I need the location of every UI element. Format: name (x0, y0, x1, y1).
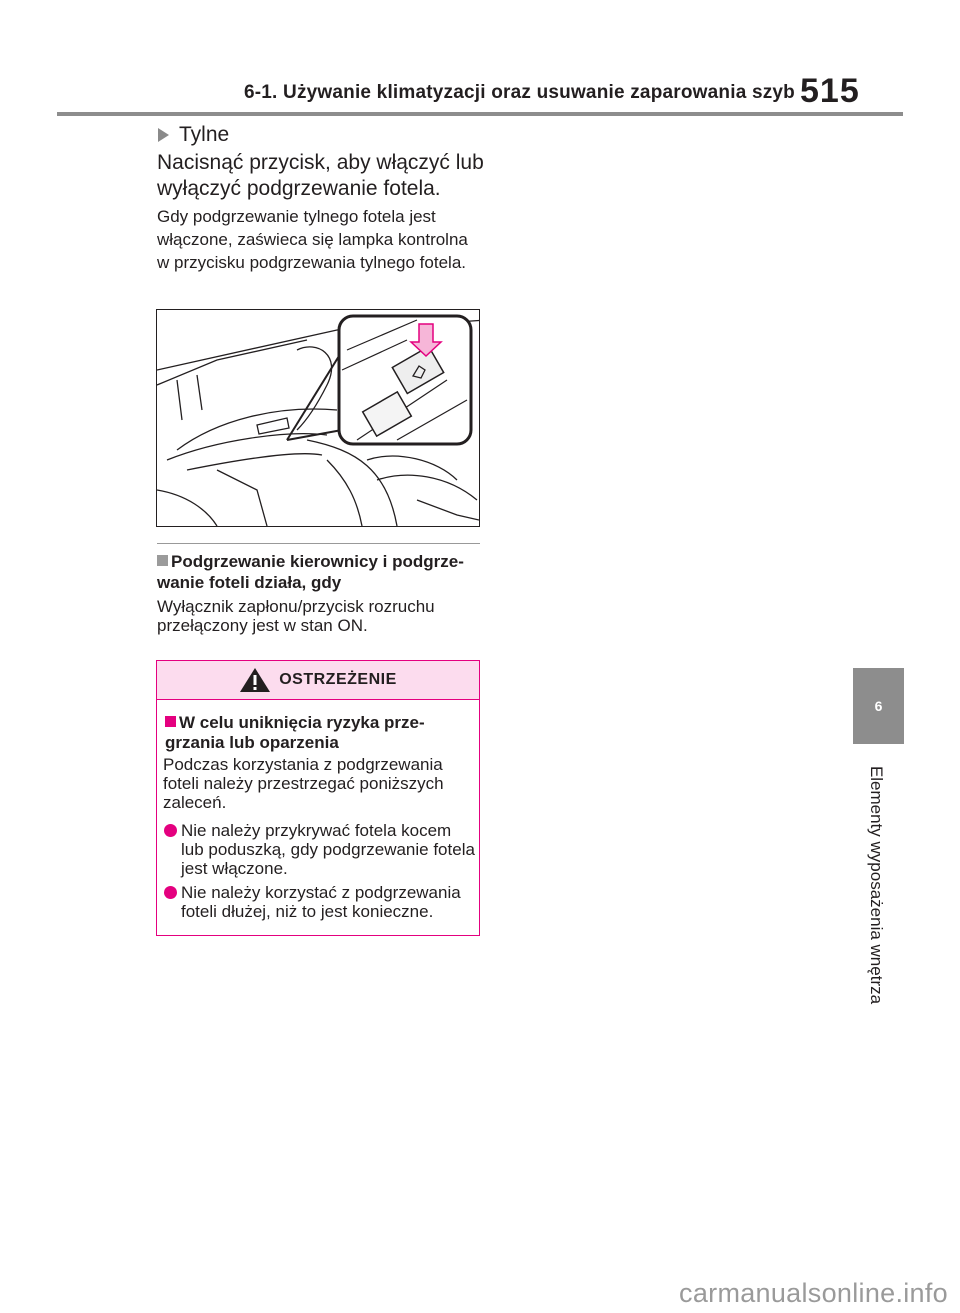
door-panel-drawing (157, 310, 479, 526)
warning-bullet (163, 821, 475, 878)
triangle-bullet-icon (158, 128, 169, 142)
sub-item (158, 123, 229, 147)
warning-subheading-text: W celu uniknięcia ryzyka przegrzania lub oparzenia (165, 713, 425, 752)
sub-item-label: Tylne (179, 123, 230, 146)
round-bullet-icon (164, 886, 177, 899)
section-divider (157, 543, 480, 544)
section-body: Wyłącznik zapłonu/przycisk rozruchu przełączony jest w stan ON. (157, 597, 435, 635)
watermark: carmanualsonline.info (679, 1278, 948, 1308)
warning-box (156, 660, 480, 936)
round-bullet-icon (164, 824, 177, 837)
square-bullet-icon (165, 716, 176, 727)
warning-header (157, 661, 479, 700)
warning-bullet-text: Nie należy przykrywać fotela kocem lub poduszką, gdy podgrzewanie fotela jest włączone. (181, 821, 475, 878)
section-title: 6-1. Używanie klimatyzacji oraz usuwanie zaparowania szyb (244, 82, 795, 103)
page-number: 515 (800, 72, 860, 110)
chapter-tab: 6 (853, 668, 904, 744)
header-divider (57, 112, 903, 116)
warning-bullet (163, 883, 475, 921)
note-text: Gdy podgrzewanie tylnego fotela jest włączone, zaświeca się lampka kontrolna w przycisku podgrzewania tylnego fotela. (157, 207, 468, 272)
warning-bullet-text: Nie należy korzystać z podgrzewania foteli dłużej, niż to jest konieczne. (181, 883, 461, 921)
section-heading (157, 551, 482, 593)
square-bullet-icon (157, 555, 168, 566)
warning-title: OSTRZEŻENIE (279, 671, 397, 688)
instruction-text: Nacisnąć przycisk, aby włączyć lub wyłączyć podgrzewanie fotela. (157, 151, 484, 200)
section-heading-text: Podgrzewanie kierownicy i podgrzewanie foteli działa, gdy (157, 552, 464, 592)
rear-seat-heater-illustration (156, 309, 480, 527)
warning-subheading (165, 713, 475, 753)
warning-body: Podczas korzystania z podgrzewania foteli należy przestrzegać poniższych zaleceń. (163, 755, 444, 812)
warning-triangle-icon (239, 667, 271, 693)
chapter-name: Elementy wyposażenia wnętrza (867, 765, 886, 1005)
